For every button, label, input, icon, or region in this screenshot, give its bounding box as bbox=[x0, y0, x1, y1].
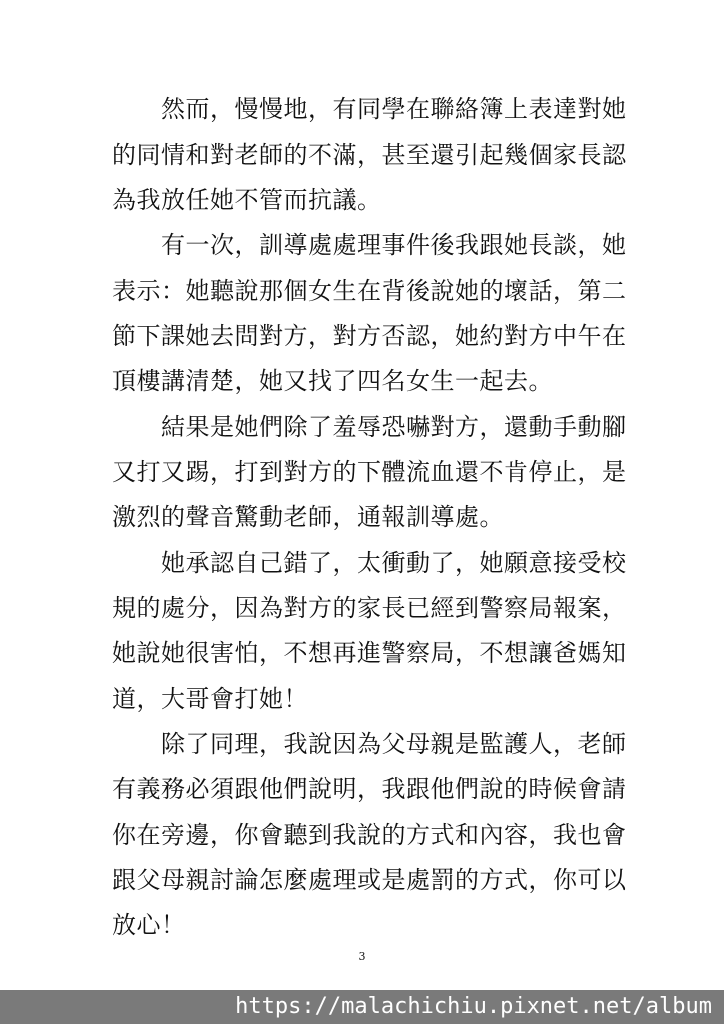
text-line: 為我放任她不管而抗議。 bbox=[112, 186, 382, 214]
text-line: 的同情和對老師的不滿，甚至還引起幾個家長認 bbox=[112, 141, 627, 169]
text-line: 頂樓講清楚，她又找了四名女生一起去。 bbox=[112, 367, 553, 395]
text-line: 道，大哥會打她！ bbox=[112, 685, 308, 713]
text-line: 跟父母親討論怎麼處理或是處罰的方式，你可以 bbox=[112, 866, 627, 894]
text-line: 表示：她聽說那個女生在背後說她的壞話，第二 bbox=[112, 277, 627, 305]
watermark-bar bbox=[0, 990, 724, 1024]
text-line: 有義務必須跟他們說明，我跟他們說的時候會請 bbox=[112, 775, 627, 803]
text-line: 她說她很害怕，不想再進警察局，不想讓爸媽知 bbox=[112, 639, 627, 667]
text-line: 然而，慢慢地，有同學在聯絡簿上表達對她 bbox=[112, 95, 627, 123]
text-line: 除了同理，我說因為父母親是監護人，老師 bbox=[112, 730, 627, 758]
text-line: 結果是她們除了羞辱恐嚇對方，還動手動腳 bbox=[112, 413, 627, 441]
watermark-url: https://malachichiu.pixnet.net/album bbox=[235, 994, 712, 1019]
text-line: 放心！ bbox=[112, 911, 186, 939]
text-line: 又打又踢，打到對方的下體流血還不肯停止，是 bbox=[112, 458, 627, 486]
text-line: 有一次，訓導處處理事件後我跟她長談，她 bbox=[112, 231, 627, 259]
text-line: 激烈的聲音驚動老師，通報訓導處。 bbox=[112, 503, 504, 531]
text-line: 規的處分，因為對方的家長已經到警察局報案， bbox=[112, 594, 627, 622]
text-line: 她承認自己錯了，太衝動了，她願意接受校 bbox=[112, 549, 627, 577]
text-line: 節下課她去問對方，對方否認，她約對方中午在 bbox=[112, 322, 627, 350]
page-number: 3 bbox=[358, 950, 366, 963]
text-line: 你在旁邊，你會聽到我說的方式和內容，我也會 bbox=[112, 821, 627, 849]
